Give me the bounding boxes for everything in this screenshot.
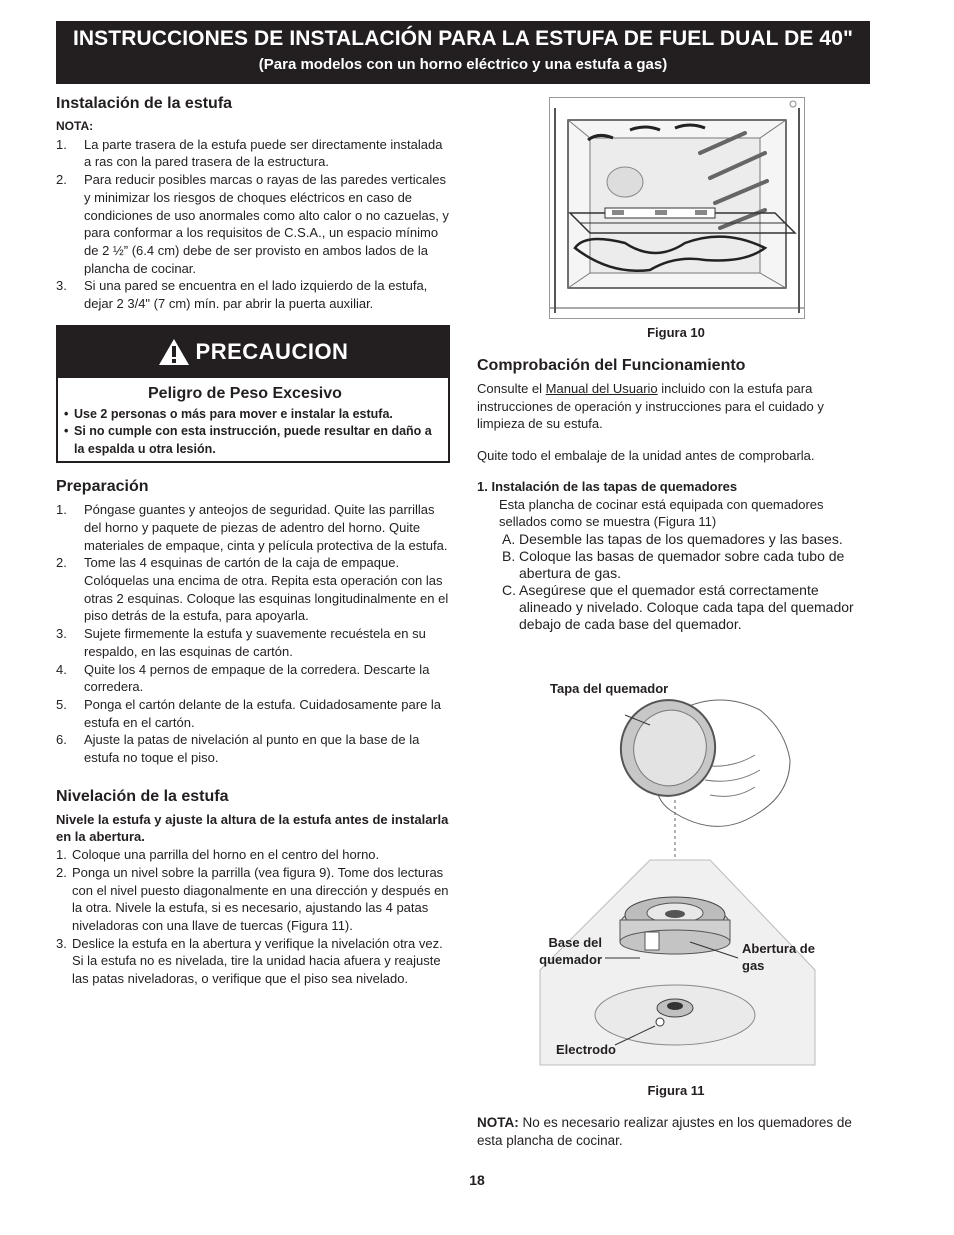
caution-bullet: • Si no cumple con esta instrucción, puede resultar en daño a la espalda u otra lesión. [64,424,432,456]
list-item: 3. Deslice la estufa en la abertura y verifique la nivelación otra vez. Si la estufa no es nivelada, tire la unidad hacia afuera y reajuste las patas niveladoras, o verifique que el piso sea nivelado. [56,935,443,987]
figure-11-image [530,670,820,1070]
caution-word: PRECAUCION [195,339,349,365]
list-item: 2. Para reducir posibles marcas o rayas de las paredes verticales y minimizar los riesgos de choques eléctricos en caso de condiciones de uso anormales como alto calor o no cazuelas, y para conformar a los requisitos de C.S.A., un espacio mínimo de 2 ½” (6.4 cm) debe de ser provisto en ambos lados de la plancha de cocinar. [56,172,449,276]
list-item: 3. Si una pared se encuentra en el lado izquierdo de la estufa, dejar 2 3/4" (7 cm) mín. par abrir la puerta auxiliar. [56,278,428,312]
list-item: 1. Coloque una parrilla del horno en el centro del horno. [56,847,380,863]
label-burner-base: Base del quemador [539,935,602,967]
list-item: 4. Quite los 4 pernos de empaque de la corredera. Descarte la corredera. [56,661,430,695]
page-subtitle: (Para modelos con un horno eléctrico y una estufa a gas) [258,56,668,73]
user-manual-link[interactable]: Manual del Usuario [545,381,658,396]
list-item: C. Asegúrese que el quemador está correctamente alineado y nivelado. Coloque cada tapa del quemador debajo de cada base del quemador. [502,581,854,632]
step-text: Esta plancha de cocinar está equipada con quemadores sellados como se muestra (Figura 11) [499,496,824,530]
header-banner [56,21,870,84]
level-intro: Nivele la estufa y ajuste la altura de la estufa antes de instalarla en la abertura. [56,811,449,845]
step-title: 1. Instalación de las tapas de quemadores [477,478,738,494]
install-note-label: NOTA: [56,119,94,133]
list-item: 3. Sujete firmemente la estufa y suavemente recuéstela en su respaldo, en las esquinas de cartón. [56,626,426,659]
install-heading: Instalación de la estufa [56,95,233,112]
list-item: A. Desemble las tapas de los quemadores y las bases. [502,530,843,547]
caution-box [56,325,450,464]
caution-title: Peligro de Peso Excesivo [148,384,342,402]
figure-11-caption: Figura 11 [647,1083,705,1098]
list-item: 1. Póngase guantes y anteojos de seguridad. Quite las parrillas del horno y paquete de piezas de adentro del horno. Quite materiales de empaque, cinta y película protectiva de la estufa. [56,502,448,553]
label-electrode: Electrodo [556,1042,616,1057]
level-heading: Nivelación de la estufa [56,787,229,805]
install-list [56,136,450,313]
left-column [56,94,450,988]
list-item: 5. Ponga el cartón delante de la estufa. Cuidadosamente pare la estufa en el cartón. [56,696,442,730]
check-paragraph-1: Consulte el Manual del Usuario incluido con la estufa para instrucciones de operación y instrucciones para el cuidado y limpieza de su estufa. [477,381,824,432]
list-item: 6. Ajuste la patas de nivelación al punto en que la base de la estufa no toque el piso. [56,732,420,766]
list-item: 2. Tome las 4 esquinas de cartón de la caja de empaque. Colóquelas una encima de otra. Repita esta operación con las otras 2 esquinas. Coloque las esquinas longitudinalmente en el piso detrás de la estufa, para apoyarla. [56,555,449,624]
level-steps [56,846,450,988]
caution-header [58,327,448,378]
list-item: 2. Ponga un nivel sobre la parrilla (vea figura 9). Tome dos lecturas con el nivel puesto diagonalmente en una dirección y después en la otra. Nivele la estufa, si es necesario, ajustando las 4 patas niveladoras con una llave de tuercas (Figura 11). [56,864,449,933]
label-burner-cap: Tapa del quemador [550,681,669,696]
page-number: 18 [469,1172,485,1188]
prep-heading: Preparación [56,478,149,496]
check-paragraph-2: Quite todo el embalaje de la unidad antes de comprobarla. [477,448,815,464]
figure-10-caption: Figura 10 [647,325,705,340]
caution-bullet: • Use 2 personas o más para mover e instalar la estufa. [64,406,393,421]
figure-11 [530,670,820,1070]
check-heading: Comprobación del Funcionamiento [477,357,746,374]
page-title: INSTRUCCIONES DE INSTALACIÓN PARA LA ESTUFA DE FUEL DUAL DE 40" [72,27,854,50]
figure-10-image [549,97,805,319]
label-gas-opening: Abertura de gas [742,941,815,973]
list-item: 1. La parte trasera de la estufa puede ser directamente instalada a ras con la pared trasera de la estructura. [56,136,443,170]
right-column [477,356,871,633]
prep-list [56,501,450,767]
warning-icon [158,338,190,366]
list-item: B. Coloque las basas de quemador sobre cada tubo de abertura de gas. [502,547,845,581]
burner-note: NOTA: No es necesario realizar ajustes en los quemadores de esta plancha de cocinar. [477,1115,852,1148]
